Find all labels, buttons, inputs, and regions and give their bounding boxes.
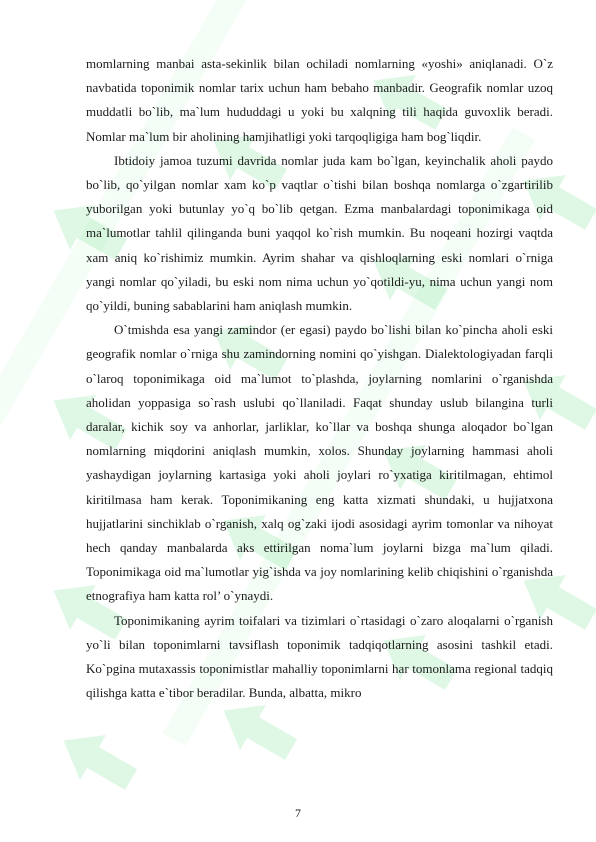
page-number: 7 xyxy=(295,806,301,820)
paragraph-2: Ibtidoiy jamoa tuzumi davrida nomlar juda kam bo`lgan, keyinchalik aholi paydo bo`lib, qo`yilgan nomlar xam ko`p vaqtlar o`tishi bilan boshqa nomlarga o`zgartirilib yuborilgan yoki butunlay yo`q bo`lib qetgan. Ezma manbalardagi toponimikaga oid ma`lumotlar tahlil qilinganda buni yaqqol ko`rish mumkin. Bu noqeani hozirgi vaqtda xam aniq ko`rishimiz mumkin. Ayrim shahar va qishloqlarning eski nomlari o`rniga yangi nomlar qo`yiladi, bu eski nom nima uchun yo`qotildi-yu, nima uchun yangi nom qo`yildi, buning sabablarini ham aniqlash mumkin. xyxy=(86,152,553,314)
paragraph-1: momlarning manbai asta-sekinlik bilan ochiladi nomlarning «yoshi» aniqlanadi. O`z navbatida toponimik nomlar tarix uchun ham bebaho manbadir. Geografik nomlar uzoq muddatli bo`lib, ma`lum hududdagi u yoki bu xalqning tili haqida guvoxlik beradi. Nomlar ma`lum bir aholining hamjihatligi yoki tarqoqligiga ham bog`liqdir. xyxy=(86,56,553,144)
paragraph-3: O`tmishda esa yangi zamindor (er egasi) paydo bo`lishi bilan ko`pincha aholi eski geografik nomlar o`rniga shu zamindorning nomini qo`yishgan. Dialektologiyadan farqli o`laroq toponimikaga oid ma`lumot to`plashda, joylarning nomlarini o`rganishda aholidan yoppasiga so`rash uslubi qo`llaniladi. Faqat shunday uslub bilangina turli daralar, kichik soy va anhorlar, jarliklar, ko`llar va boshqa shunga aloqador bo`lgan nomlarning miqdorini aniqlash mumkin, xolos. Shunday joylarning hammasi aholi yashaydigan joylarning kartasiga yoki aholi joylari ro`yxatiga kiritilmagan, ehtimol kiritilmasa ham kerak. Toponimikaning eng katta xizmati shundaki, u hujjatxona hujjatlarini sinchiklab o`rganish, xalq og`zaki ijodi asosidagi ayrim tomonlar va nihoyat hech qanday manbalarda aks ettirilgan noma`lum joylarni bizga ma`lum qiladi. Toponimikaga oid ma`lumotlar yig`ishda va joy nomlarining kelib chiqishini o`rganishda etnografiya ham katta rol’ o`ynaydi. xyxy=(86,322,553,604)
paragraph-4: Toponimikaning ayrim toifalari va tizimlari o`rtasidagi o`zaro aloqalarni o`rganish yo`li bilan toponimlarni tavsiflash toponimik tadqiqotlarning asosini tashkil etadi. Ko`pgina mutaxassis toponimistlar mahalliy toponimlarni har tomonlama regional tadqiq qilishga katta e`tibor beradilar. Bunda, albatta, mikro xyxy=(86,612,553,701)
body-text xyxy=(86,52,553,705)
